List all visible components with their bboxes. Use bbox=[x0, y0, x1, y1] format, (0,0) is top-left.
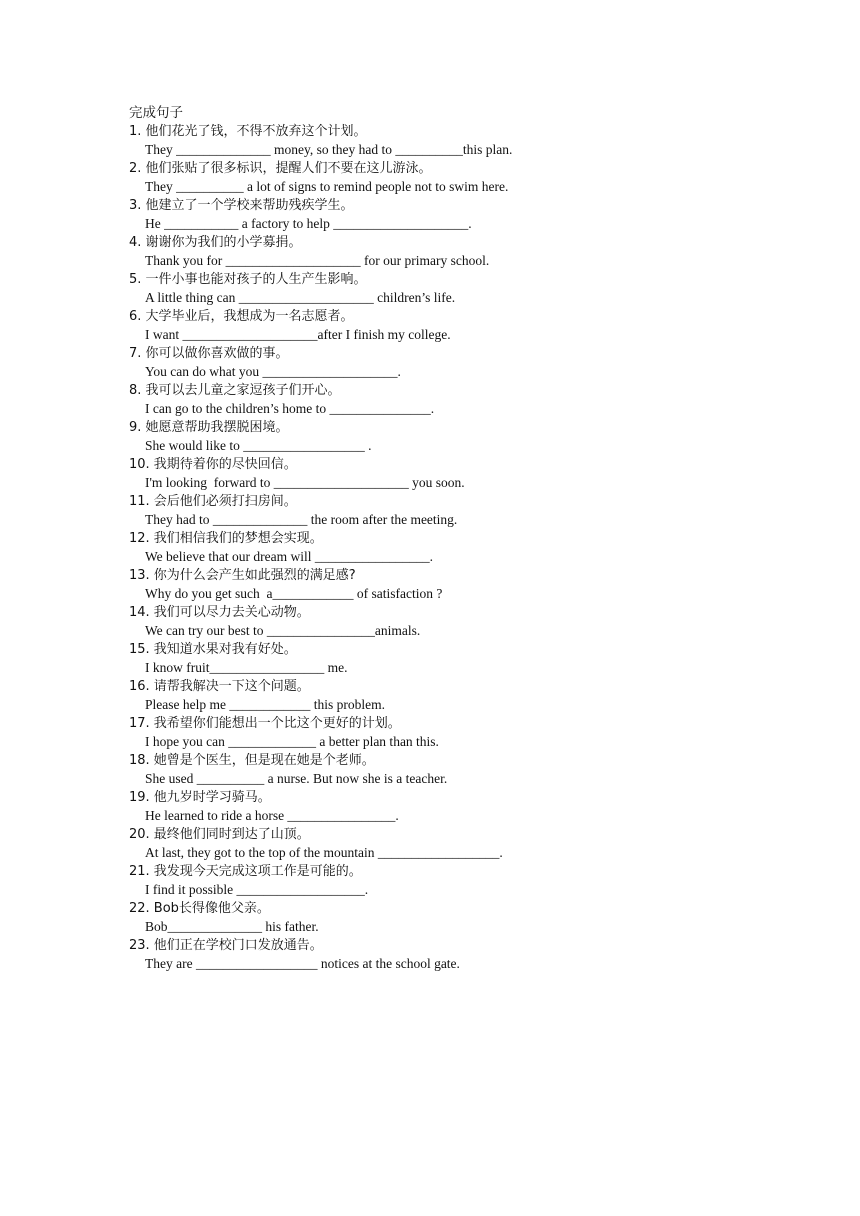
exercise-chinese-sentence: 5. 一件小事也能对孩子的人生产生影响。 bbox=[129, 271, 367, 287]
exercise-english-sentence: She used __________ a nurse. But now she is a teacher. bbox=[145, 771, 448, 786]
exercise-english-sentence: A little thing can ____________________ children’s life. bbox=[145, 290, 456, 305]
exercise-chinese-sentence: 16. 请帮我解决一下这个问题。 bbox=[129, 678, 310, 694]
exercise-english-sentence: She would like to __________________ . bbox=[145, 438, 372, 453]
exercise-chinese-sentence: 1. 他们花光了钱，不得不放弃这个计划。 bbox=[129, 123, 367, 139]
exercise-english-sentence: I'm looking forward to ____________________ you soon. bbox=[145, 475, 465, 490]
exercise-chinese-sentence: 6. 大学毕业后，我想成为一名志愿者。 bbox=[129, 308, 354, 324]
exercise-english-sentence: I want ____________________after I finish my college. bbox=[145, 327, 451, 342]
exercise-english-sentence: You can do what you ____________________. bbox=[145, 364, 401, 379]
exercise-english-sentence: I can go to the children’s home to _______________. bbox=[145, 401, 435, 416]
exercise-chinese-sentence: 11. 会后他们必须打扫房间。 bbox=[129, 493, 297, 509]
exercise-chinese-sentence: 19. 他九岁时学习骑马。 bbox=[129, 789, 271, 805]
exercise-english-sentence: We can try our best to ________________animals. bbox=[145, 623, 421, 638]
exercise-chinese-sentence: 23. 他们正在学校门口发放通告。 bbox=[129, 937, 323, 953]
exercise-english-sentence: We believe that our dream will _________________. bbox=[145, 549, 433, 564]
exercise-chinese-sentence: 22. Bob长得像他父亲。 bbox=[129, 900, 270, 916]
exercise-english-sentence: At last, they got to the top of the mountain __________________. bbox=[145, 845, 503, 860]
exercise-english-sentence: I find it possible ___________________. bbox=[145, 882, 369, 897]
exercise-chinese-sentence: 8. 我可以去儿童之家逗孩子们开心。 bbox=[129, 382, 341, 398]
exercise-chinese-sentence: 10. 我期待着你的尽快回信。 bbox=[129, 456, 297, 472]
exercise-english-sentence: They are __________________ notices at the school gate. bbox=[145, 956, 460, 971]
exercise-chinese-sentence: 3. 他建立了一个学校来帮助残疾学生。 bbox=[129, 197, 354, 213]
exercise-chinese-sentence: 12. 我们相信我们的梦想会实现。 bbox=[129, 530, 323, 546]
exercise-chinese-sentence: 2. 他们张贴了很多标识，提醒人们不要在这儿游泳。 bbox=[129, 160, 432, 176]
exercise-english-sentence: They had to ______________ the room after the meeting. bbox=[145, 512, 458, 527]
exercise-chinese-sentence: 14. 我们可以尽力去关心动物。 bbox=[129, 604, 310, 620]
exercise-english-sentence: Bob______________ his father. bbox=[145, 919, 319, 934]
exercise-english-sentence: Why do you get such a____________ of satisfaction ? bbox=[145, 586, 443, 601]
exercise-english-sentence: They __________ a lot of signs to remind people not to swim here. bbox=[145, 179, 509, 194]
exercise-english-sentence: Please help me ____________ this problem. bbox=[145, 697, 385, 712]
exercise-content bbox=[129, 104, 769, 974]
exercise-english-sentence: He ___________ a factory to help ____________________. bbox=[145, 216, 472, 231]
exercise-english-sentence: They ______________ money, so they had to __________this plan. bbox=[145, 142, 513, 157]
exercise-chinese-sentence: 7. 你可以做你喜欢做的事。 bbox=[129, 345, 289, 361]
exercise-english-sentence: I hope you can _____________ a better plan than this. bbox=[145, 734, 439, 749]
exercise-chinese-sentence: 18. 她曾是个医生，但是现在她是个老师。 bbox=[129, 752, 375, 768]
exercise-chinese-sentence: 17. 我希望你们能想出一个比这个更好的计划。 bbox=[129, 715, 401, 731]
exercise-english-sentence: I know fruit_________________ me. bbox=[145, 660, 348, 675]
exercise-list bbox=[129, 123, 769, 974]
exercise-chinese-sentence: 13. 你为什么会产生如此强烈的满足感? bbox=[129, 567, 356, 583]
exercise-english-sentence: Thank you for ____________________ for our primary school. bbox=[145, 253, 490, 268]
exercise-chinese-sentence: 15. 我知道水果对我有好处。 bbox=[129, 641, 297, 657]
exercise-chinese-sentence: 9. 她愿意帮助我摆脱困境。 bbox=[129, 419, 289, 435]
exercise-english-sentence: He learned to ride a horse ________________. bbox=[145, 808, 399, 823]
page-title: 完成句子 bbox=[129, 105, 183, 121]
exercise-chinese-sentence: 4. 谢谢你为我们的小学募捐。 bbox=[129, 234, 302, 250]
exercise-chinese-sentence: 21. 我发现今天完成这项工作是可能的。 bbox=[129, 863, 362, 879]
exercise-chinese-sentence: 20. 最终他们同时到达了山顶。 bbox=[129, 826, 310, 842]
